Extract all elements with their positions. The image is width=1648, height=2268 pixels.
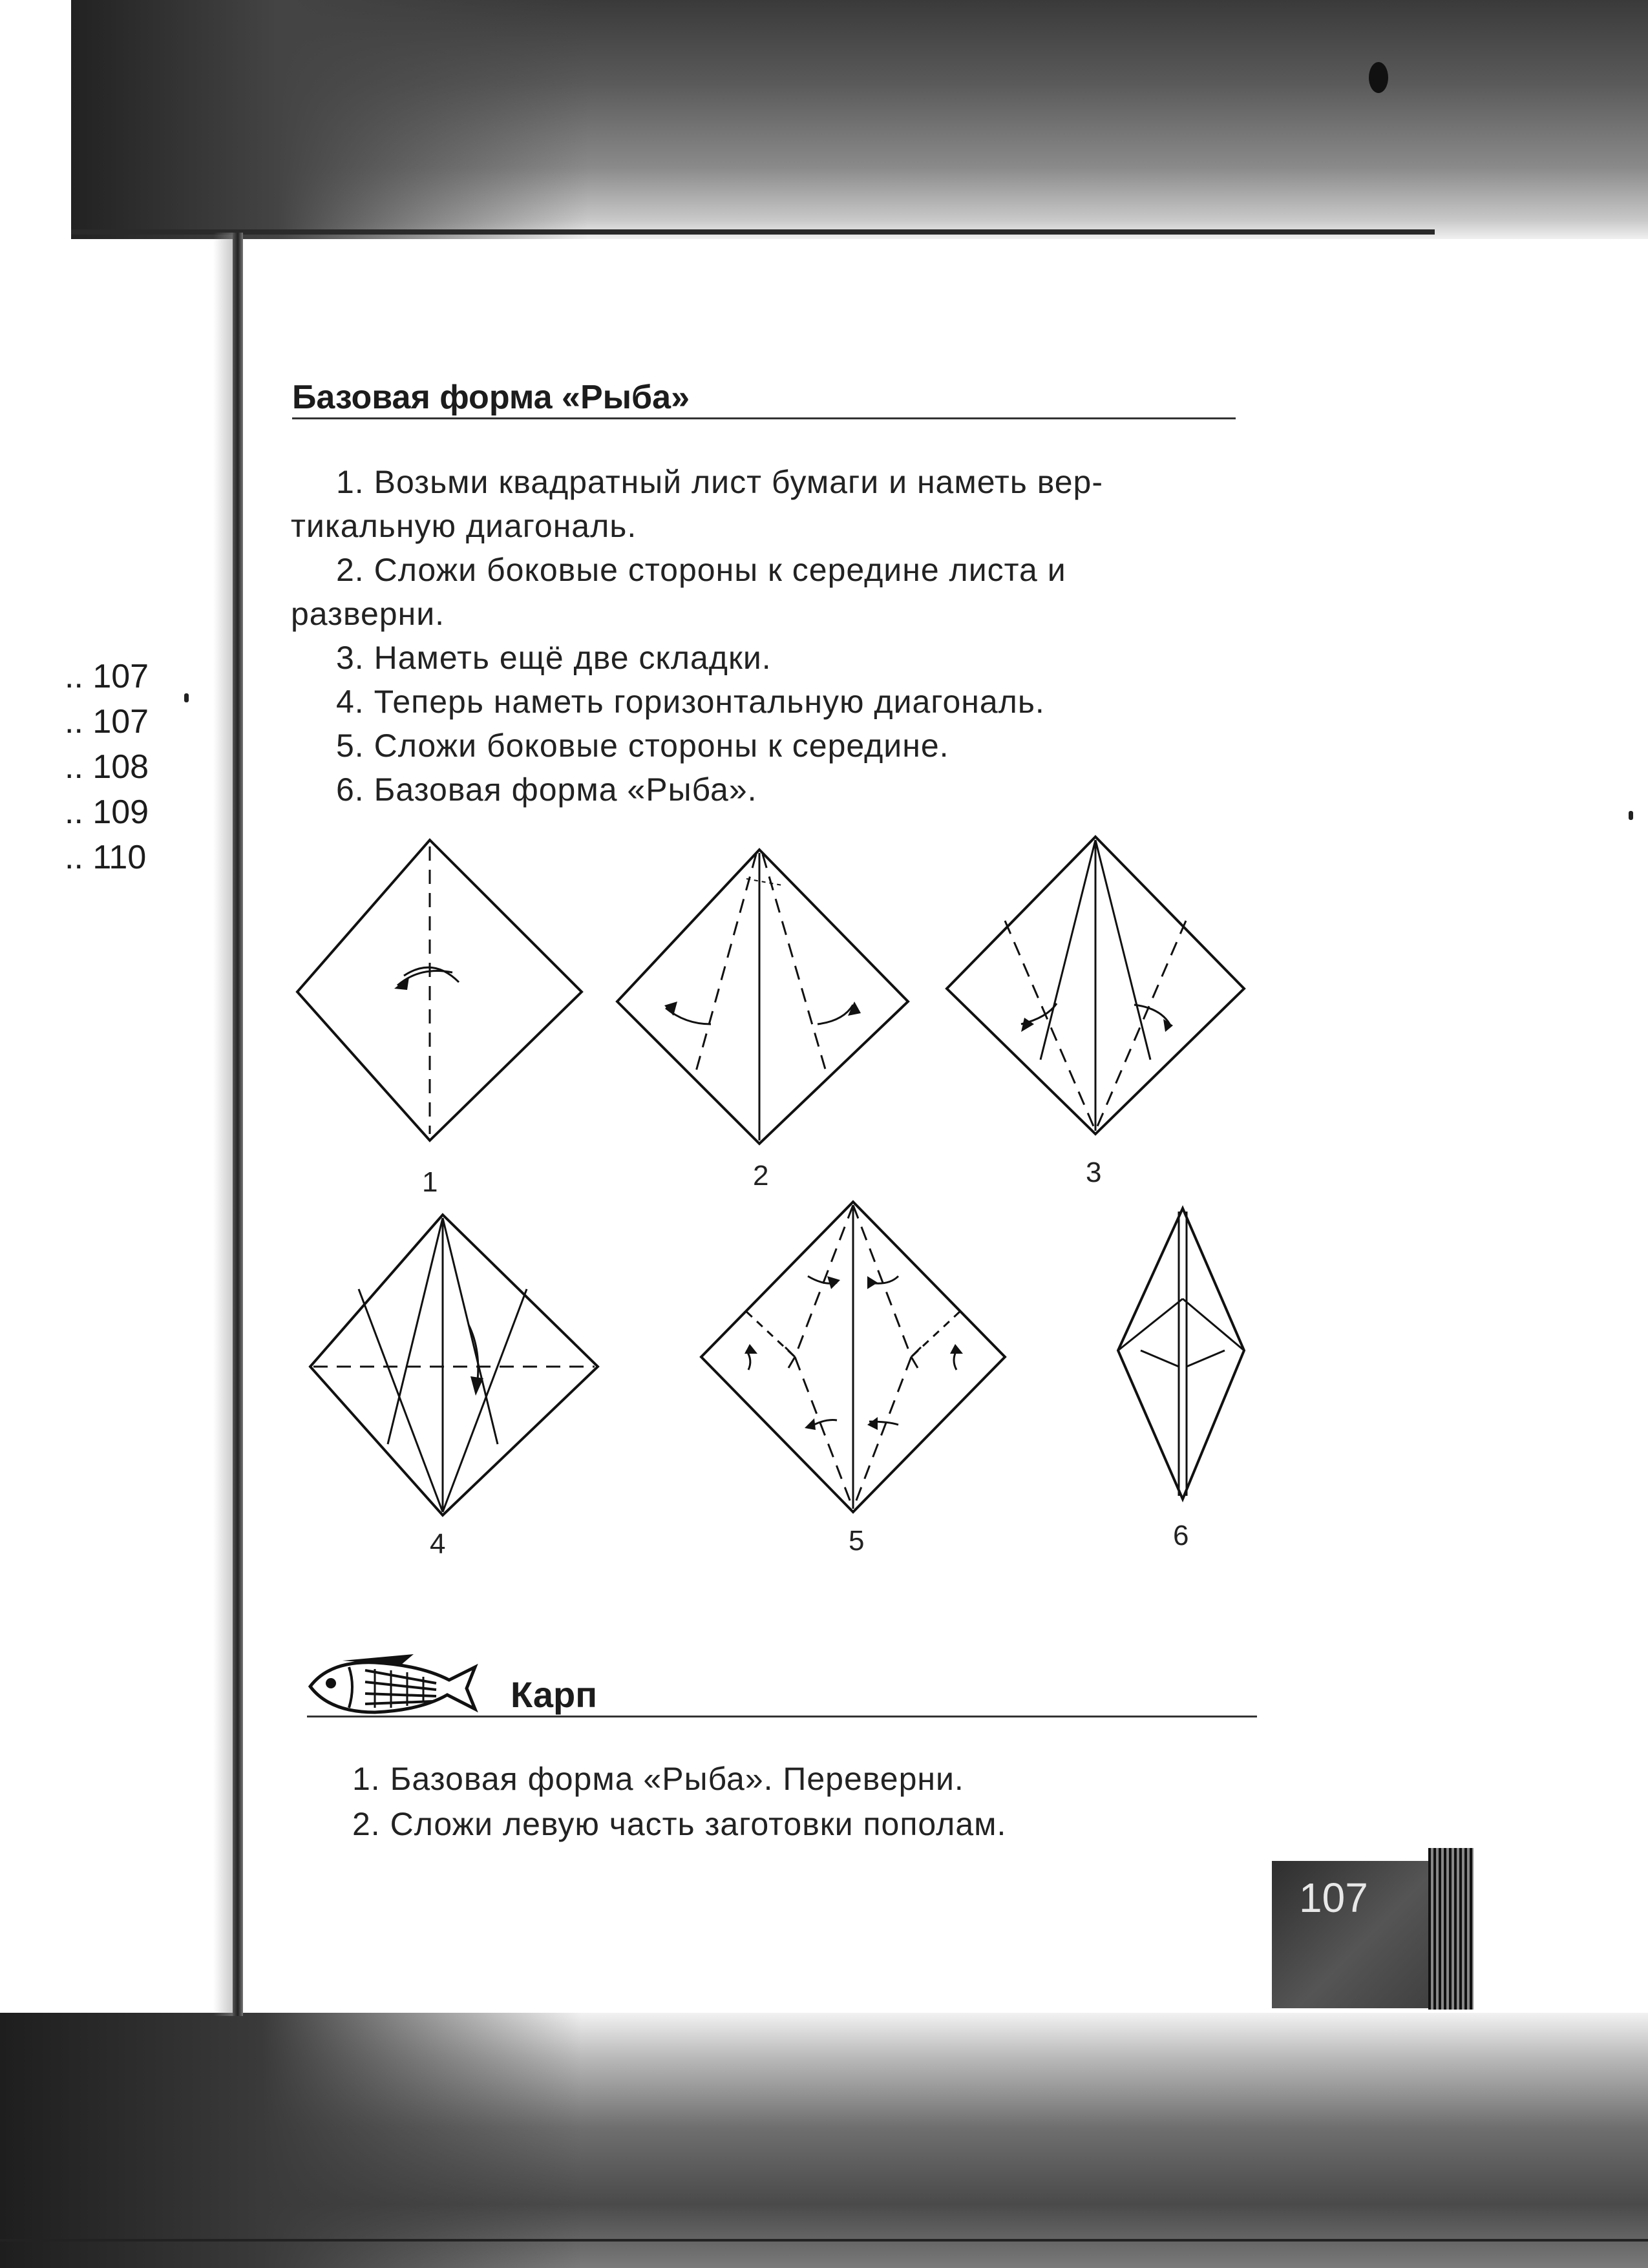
fold-diagram-5 [698, 1199, 1008, 1515]
margin-ref: .. 109 [65, 793, 149, 831]
section-title: Базовая форма «Рыба» [292, 379, 690, 416]
margin-ref: .. 108 [65, 748, 149, 786]
carp-rule [307, 1716, 1257, 1717]
fold-diagram-4 [304, 1212, 607, 1518]
scan-speck [1369, 62, 1388, 93]
scan-edge-line [71, 229, 1435, 235]
fold-diagram-3 [940, 830, 1251, 1140]
page-edge-stripes [1428, 1848, 1474, 2010]
figure-label: 5 [849, 1525, 865, 1557]
step-line: тикальную диагональ. [291, 508, 637, 544]
carp-step: 1. Базовая форма «Рыба». Переверни. [352, 1761, 964, 1797]
figure-label: 2 [753, 1160, 769, 1192]
step-line: разверни. [291, 596, 445, 632]
page-number: 107 [1299, 1874, 1368, 1921]
step-line: 6. Базовая форма «Рыба». [336, 772, 757, 808]
figure-label: 6 [1173, 1520, 1189, 1551]
step-line: 4. Теперь наметь горизонтальную диагональ. [336, 684, 1045, 720]
fold-diagram-1 [294, 834, 591, 1144]
fold-diagram-6 [1115, 1205, 1247, 1502]
carp-title: Карп [511, 1674, 598, 1715]
scan-speck [1629, 811, 1633, 820]
fold-diagram-2 [614, 846, 911, 1150]
figure-label: 4 [430, 1528, 446, 1560]
carp-step: 2. Сложи левую часть заготовки пополам. [352, 1806, 1007, 1842]
book-spine [233, 233, 243, 2016]
scan-shadow-top-left [71, 0, 588, 239]
scan-shadow-bottom-left [0, 2013, 582, 2268]
step-line: 1. Возьми квадратный лист бумаги и наметь вер- [336, 464, 1103, 500]
instructions [291, 460, 1238, 812]
book-spine-shadow [213, 233, 233, 2016]
figure-label: 1 [422, 1166, 438, 1198]
margin-ref: .. 107 [65, 703, 149, 740]
margin-ref: .. 107 [65, 658, 149, 695]
scan-bottom-edge [0, 2239, 1648, 2242]
margin-page-refs [65, 654, 149, 880]
title-rule [292, 417, 1236, 419]
figure-label: 3 [1086, 1157, 1102, 1188]
margin-ref: .. 110 [65, 839, 147, 876]
carp-steps [352, 1756, 1006, 1847]
step-line: 3. Наметь ещё две складки. [336, 640, 772, 676]
carp-fish-icon [304, 1651, 478, 1725]
scan-speck [184, 693, 189, 702]
step-line: 5. Сложи боковые стороны к середине. [336, 728, 949, 764]
step-line: 2. Сложи боковые стороны к середине листа и [336, 552, 1066, 588]
